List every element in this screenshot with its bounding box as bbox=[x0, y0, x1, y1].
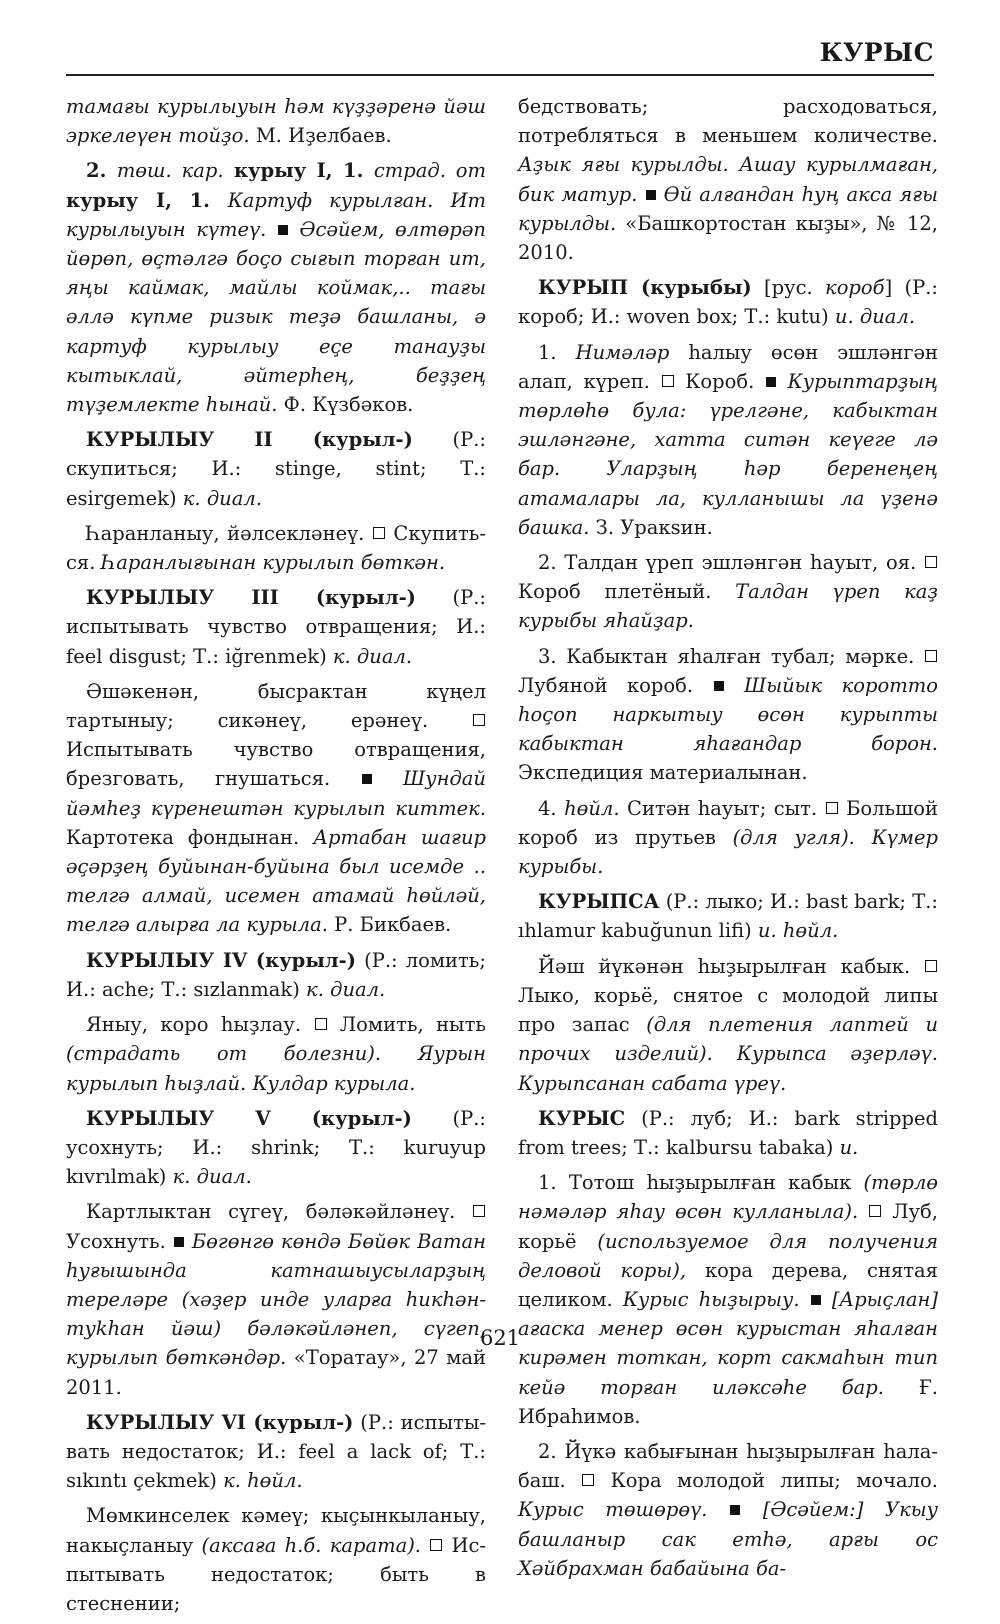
headword-kurylyu-5: КУРЫЛЫУ V (курыл-) (Р.: усохнуть; И.: shrink; Т.: kuruyup kıvrılmak) к. диал. bbox=[66, 1106, 486, 1189]
filled-square-icon bbox=[174, 1237, 184, 1247]
sense-2: 2. Талдан үреп эшләнгән һауыт, оя. Короб плетёный. Талдан үреп каҙ курыбы яһайҙар. bbox=[518, 551, 938, 633]
headword-kurylyu-6: КУРЫЛЫУ VI (курыл-) (Р.: испытывать недостаток; И.: feel a lack of; Т.: sıkıntı çekmek) к. һөйл. bbox=[66, 1410, 487, 1493]
right-column bbox=[518, 92, 938, 1589]
headword-kurylyu-3: КУРЫЛЫУ III (курыл-) (Р.: испытывать чувство отвращения; И.: feel disgust; Т.: iğrenmek) к. диал. bbox=[66, 586, 486, 668]
filled-square-icon bbox=[278, 225, 288, 235]
hollow-square-icon bbox=[925, 960, 937, 972]
sense-1: 1. Нимәләр һалыу өсөн эшләнгән алап, күреп. Короб. Курыптарҙың төрлөһө була: үрелгәне, кабыктан эшләнгәне, хатта ситән кеүеге лә бар. Уларҙың һәр беренеңең атамалары ла, кулланышы ла үҙенә башка. З. Уракsин. bbox=[518, 340, 938, 539]
hollow-square-icon bbox=[662, 375, 674, 387]
running-head: КУРЫС bbox=[819, 38, 934, 67]
headword-kurys: КУРЫС (Р.: луб; И.: bark stripped from trees; Т.: kalbursu tabaka) и. bbox=[518, 1106, 938, 1159]
page-number: 621 bbox=[479, 1326, 521, 1350]
definition: Мөмкинселек кәмеү; кыҫынкыланыу, накыҫланыу (аксаға һ.б. карата). Испытывать недостаток; быть в стеснении; bbox=[66, 1504, 486, 1615]
sense-3: 3. Кабыктан яһалған тубал; мәрке. Лубяной короб. Шыйык коротто һоҫоп наркытыу өсөн курыпты кабыктан яһағандар борон. Экспедиция материалынан. bbox=[518, 644, 938, 785]
sense-2: 2. Йүкә кабығынан һыҙырылған һалабаш. Кора молодой липы; мочало. Курыс төшөрөү. [Әсәйем:] Укыу башланыр сак етһә, арғы ос Хәйбрахман бабайына ба- bbox=[518, 1439, 938, 1580]
hollow-square-icon bbox=[315, 1018, 327, 1030]
hollow-square-icon bbox=[826, 802, 838, 814]
headword-kurylyu-2: КУРЫЛЫУ II (курыл-) (Р.: скупиться; И.: stinge, stint; Т.: esirgemek) к. диал. bbox=[66, 428, 486, 510]
filled-square-icon bbox=[811, 1295, 821, 1305]
entry-continuation: бедствовать; расходоваться, потребляться в меньшем количестве. Аҙык яғы курылды. Ашау курылмаған, бик матур. Өй алғандан һуң акса яғы курылды. «Башкортостан кыҙы», № 12, 2010. bbox=[518, 95, 938, 265]
hollow-square-icon bbox=[925, 650, 937, 662]
hollow-square-icon bbox=[373, 527, 385, 539]
left-column bbox=[66, 92, 486, 1624]
sense-4: 4. һөйл. Ситән һауыт; сыт. Большой короб из прутьев (для угля). Күмер курыбы. bbox=[518, 796, 939, 879]
filled-square-icon bbox=[766, 377, 776, 387]
definition: Йәш йүкәнән һыҙырылған кабык. Лыко, корьё, снятое с молодой липы про запас (для плетения лаптей и прочих изделий). Курыпса әҙерләү. Курыпсанан сабата үреү. bbox=[518, 954, 939, 1095]
hollow-square-icon bbox=[430, 1539, 442, 1551]
sense-2: 2. төш. кар. курыу I, 1. страд. от курыу I, 1. Картуф курылған. Ит курылыуын күтеү. Әсәйем, өлтөрәп йөрөп, өҫтәлгә боҫо сығып торған ит, яңы каймак, майлы коймак,.. тағы әллә күпме ризык теҙә башланы, ә картуф курылыу еҫе танауҙы кытыклай, әйтерһең, беҙҙең түҙемлекте һынай. Ф. Күзбәков. bbox=[66, 159, 486, 417]
headword-kurylyu-4: КУРЫЛЫУ IV (курыл-) (Р.: ломить; И.: ache; Т.: sızlanmak) к. диал. bbox=[66, 948, 486, 1001]
definition: Картлыктан сүгеү, бәләкәйләнеү. Усохнуть. Бөгөнгө көндә Бөйөк Ватан һуғышында катнашыусыларҙың тереләре (хәҙер инде уларға һикһән-туkһан йәш) бәләкәйләнеп, сүгеп, курылып бөткәндәр. «Торатау», 27 май 2011. bbox=[66, 1200, 486, 1399]
headword-kurypsa: КУРЫПСА (Р.: лыко; И.: bast bark; Т.: ıhlamur kabuğunun lifi) и. һөйл. bbox=[518, 890, 938, 943]
headword-kuryp: КУРЫП (курыбы) [рус. короб] (Р.: короб; И.: woven box; Т.: kutu) и. диал. bbox=[518, 276, 938, 329]
filled-square-icon bbox=[362, 774, 372, 784]
hollow-square-icon bbox=[582, 1474, 594, 1486]
definition: Әшәкенән, бысрактан күңел тартыныу; сикәнеү, ерәнеү. Испытывать чувство отвращения, брезговать, гнушаться. Шундай йәмһеҙ күренештән курылып киттек. Картотека фондынан. Артабан шағир әҫәрҙең буйынан-буйына был исемде .. телгә алмай, исемен атамай һөйләй, телгә алырға ла курыла. Р. Бикбаев. bbox=[66, 679, 486, 937]
definition: Һаранланыу, йәлсекләнеү. Скупиться. Һаранлығынан курылып бөткән. bbox=[66, 521, 486, 575]
filled-square-icon bbox=[714, 681, 724, 691]
hollow-square-icon bbox=[925, 556, 937, 568]
hollow-square-icon bbox=[869, 1205, 881, 1217]
hollow-square-icon bbox=[473, 1205, 485, 1217]
sense-1: 1. Тотош һыҙырылған кабык (төрлө нәмәләр яһау өсөн кулланыла). Луб, корьё (используемое для получения деловой коры), кора дерева, снятая целиком. Курыс һыҙырыу. [Арыҫлан] ағаска менер өсөн курыстан яһалған кирәмен тоткан, корт сакмаһын тип кейә торған иләксәһе бар. Ғ. Ибраһимов. bbox=[518, 1171, 938, 1428]
entry-continuation: тамағы курылыуын һәм күҙҙәренә йәш эркелеүен тойҙо. М. Иҙелбаев. bbox=[66, 95, 486, 148]
hollow-square-icon bbox=[473, 714, 485, 726]
header-rule bbox=[66, 74, 934, 76]
definition: Яныу, коро һыҙлау. Ломить, ныть (страдать от болезни). Яурын курылып һыҙлай. Кулдар курыла. bbox=[66, 1013, 486, 1095]
filled-square-icon bbox=[730, 1505, 740, 1515]
filled-square-icon bbox=[646, 190, 656, 200]
